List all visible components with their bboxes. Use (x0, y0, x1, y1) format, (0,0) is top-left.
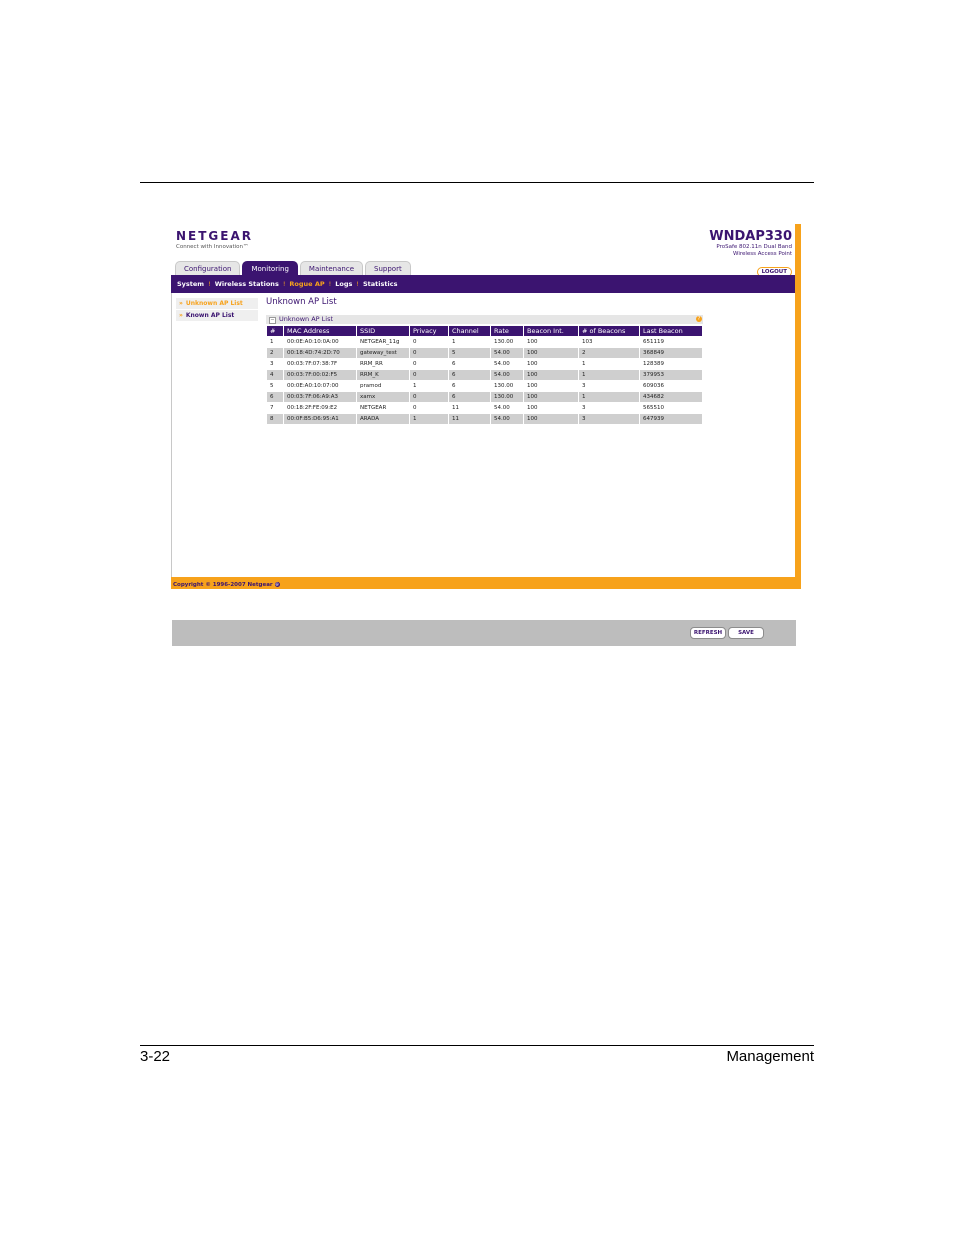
subnav-wireless-stations[interactable]: Wireless Stations (214, 280, 279, 288)
subnav-separator: ! (208, 280, 211, 288)
table-cell: 100 (524, 414, 578, 424)
column-header: Channel (449, 326, 490, 336)
unknown-ap-panel (266, 315, 703, 425)
table-cell: 0 (410, 370, 448, 380)
netgear-screenshot (171, 224, 801, 636)
subnav-system[interactable]: System (177, 280, 205, 288)
panel-title: Unknown AP List (279, 315, 334, 323)
table-cell: 100 (524, 392, 578, 402)
table-cell: 100 (524, 337, 578, 347)
subnav-statistics[interactable]: Statistics (363, 280, 398, 288)
table-cell: gateway_test (357, 348, 409, 358)
table-cell: 565510 (640, 403, 702, 413)
table-cell: 100 (524, 403, 578, 413)
table-row (267, 337, 702, 347)
table-cell: 00:0E:A0:10:0A:00 (284, 337, 356, 347)
table-cell: 00:0F:B5:D6:95:A1 (284, 414, 356, 424)
top-rule (140, 182, 814, 183)
column-header: Beacon Int. (524, 326, 578, 336)
table-cell: 8 (267, 414, 283, 424)
column-header: # of Beacons (579, 326, 639, 336)
table-cell: 100 (524, 348, 578, 358)
column-header: Last Beacon (640, 326, 702, 336)
column-header: MAC Address (284, 326, 356, 336)
table-cell: 368849 (640, 348, 702, 358)
logout-button[interactable]: LOGOUT (757, 267, 792, 277)
table-cell: 0 (410, 403, 448, 413)
table-cell: 6 (449, 370, 490, 380)
table-cell: 128389 (640, 359, 702, 369)
table-cell: 1 (410, 414, 448, 424)
model-desc-line2: Wireless Access Point (733, 251, 792, 257)
table-cell: 00:0E:A0:10:07:00 (284, 381, 356, 391)
table-cell: 6 (449, 392, 490, 402)
subnav-separator: ! (328, 280, 332, 288)
table-cell: 379953 (640, 370, 702, 380)
action-bar (172, 620, 796, 646)
table-cell: 130.00 (491, 381, 523, 391)
orange-side-strip (795, 224, 801, 589)
bullet-icon: » (179, 300, 183, 307)
table-cell: 6 (449, 381, 490, 391)
help-icon[interactable]: ? (697, 316, 701, 322)
table-cell: RRM_RR (357, 359, 409, 369)
table-cell: 0 (410, 359, 448, 369)
table-cell: xamx (357, 392, 409, 402)
side-item-known-ap-list[interactable]: » Known AP List (176, 310, 258, 322)
table-cell: ARADA (357, 414, 409, 424)
sub-navigation (171, 275, 795, 293)
table-cell: 103 (579, 337, 639, 347)
table-cell: 100 (524, 370, 578, 380)
table-cell: 1 (579, 392, 639, 402)
column-header: SSID (357, 326, 409, 336)
table-row (267, 403, 702, 413)
table-cell: 0 (410, 348, 448, 358)
bullet-icon: » (179, 312, 183, 319)
table-cell: 5 (449, 348, 490, 358)
bottom-rule (140, 1045, 814, 1046)
logo-word: NETGEAR (176, 229, 253, 243)
tab-configuration[interactable]: Configuration (175, 261, 240, 275)
table-cell: 54.00 (491, 414, 523, 424)
table-cell: 54.00 (491, 359, 523, 369)
collapse-icon[interactable]: − (270, 317, 275, 323)
table-cell: 3 (579, 403, 639, 413)
table-cell: 0 (410, 392, 448, 402)
table-cell: 130.00 (491, 392, 523, 402)
tab-monitoring[interactable]: Monitoring (242, 261, 297, 275)
table-cell: 1 (410, 381, 448, 391)
table-cell: 6 (267, 392, 283, 402)
copyright-text: Copyright © 1996-2007 Netgear ® (173, 582, 280, 588)
subnav-separator: ! (356, 280, 359, 288)
unknown-ap-table (266, 325, 703, 425)
model-info (709, 229, 792, 277)
table-row (267, 414, 702, 424)
table-cell: 7 (267, 403, 283, 413)
table-cell: NETGEAR_11g (357, 337, 409, 347)
table-cell: 1 (579, 370, 639, 380)
table-row (267, 392, 702, 402)
table-cell: 5 (267, 381, 283, 391)
table-cell: pramod (357, 381, 409, 391)
table-row (267, 359, 702, 369)
table-cell: 54.00 (491, 370, 523, 380)
subnav-separator: ! (282, 280, 286, 288)
table-cell: 2 (267, 348, 283, 358)
table-cell: NETGEAR (357, 403, 409, 413)
column-header: # (267, 326, 283, 336)
table-row (267, 348, 702, 358)
column-header: Rate (491, 326, 523, 336)
panel-header (266, 315, 703, 324)
table-cell: 11 (449, 403, 490, 413)
side-menu (176, 298, 258, 322)
registered-icon: ® (275, 582, 280, 587)
page-number: 3-22 (140, 1048, 171, 1065)
table-row (267, 370, 702, 380)
table-header-row (267, 326, 702, 336)
table-cell: 4 (267, 370, 283, 380)
table-cell: 3 (579, 414, 639, 424)
table-cell: 54.00 (491, 348, 523, 358)
table-cell: 647939 (640, 414, 702, 424)
table-cell: 3 (579, 381, 639, 391)
tab-support[interactable]: Support (365, 261, 411, 275)
table-cell: 609036 (640, 381, 702, 391)
tab-maintenance[interactable]: Maintenance (300, 261, 363, 275)
table-cell: 11 (449, 414, 490, 424)
table-row (267, 381, 702, 391)
subnav-rogue-ap[interactable]: Rogue AP (289, 280, 325, 288)
netgear-logo (176, 229, 253, 250)
table-cell: 0 (410, 337, 448, 347)
table-cell: 1 (449, 337, 490, 347)
table-cell: 3 (267, 359, 283, 369)
table-cell: 00:03:7F:00:02:F5 (284, 370, 356, 380)
save-button[interactable]: SAVE (728, 627, 764, 639)
subnav-logs[interactable]: Logs (335, 280, 353, 288)
table-cell: 00:03:7F:06:A9:A3 (284, 392, 356, 402)
section-name: Management (726, 1048, 814, 1065)
table-cell: 100 (524, 381, 578, 391)
table-cell: 00:18:2F:FE:09:E2 (284, 403, 356, 413)
table-cell: 130.00 (491, 337, 523, 347)
table-cell: 1 (267, 337, 283, 347)
table-cell: 434682 (640, 392, 702, 402)
logo-tagline: Connect with Innovation™ (176, 244, 249, 250)
table-cell: 00:03:7F:07:38:7F (284, 359, 356, 369)
table-cell: 6 (449, 359, 490, 369)
table-cell: 1 (579, 359, 639, 369)
side-item-unknown-ap-list[interactable]: » Unknown AP List (176, 298, 258, 310)
table-cell: 2 (579, 348, 639, 358)
table-cell: 100 (524, 359, 578, 369)
main-tabs (175, 261, 411, 275)
page-title: Unknown AP List (266, 297, 337, 307)
table-cell: 651119 (640, 337, 702, 347)
table-cell: 00:18:4D:74:2D:70 (284, 348, 356, 358)
table-cell: RRM_K (357, 370, 409, 380)
refresh-button[interactable]: REFRESH (690, 627, 726, 639)
model-desc-line1: ProSafe 802.11n Dual Band (716, 244, 792, 250)
column-header: Privacy (410, 326, 448, 336)
model-name: WNDAP330 (709, 229, 792, 244)
table-cell: 54.00 (491, 403, 523, 413)
